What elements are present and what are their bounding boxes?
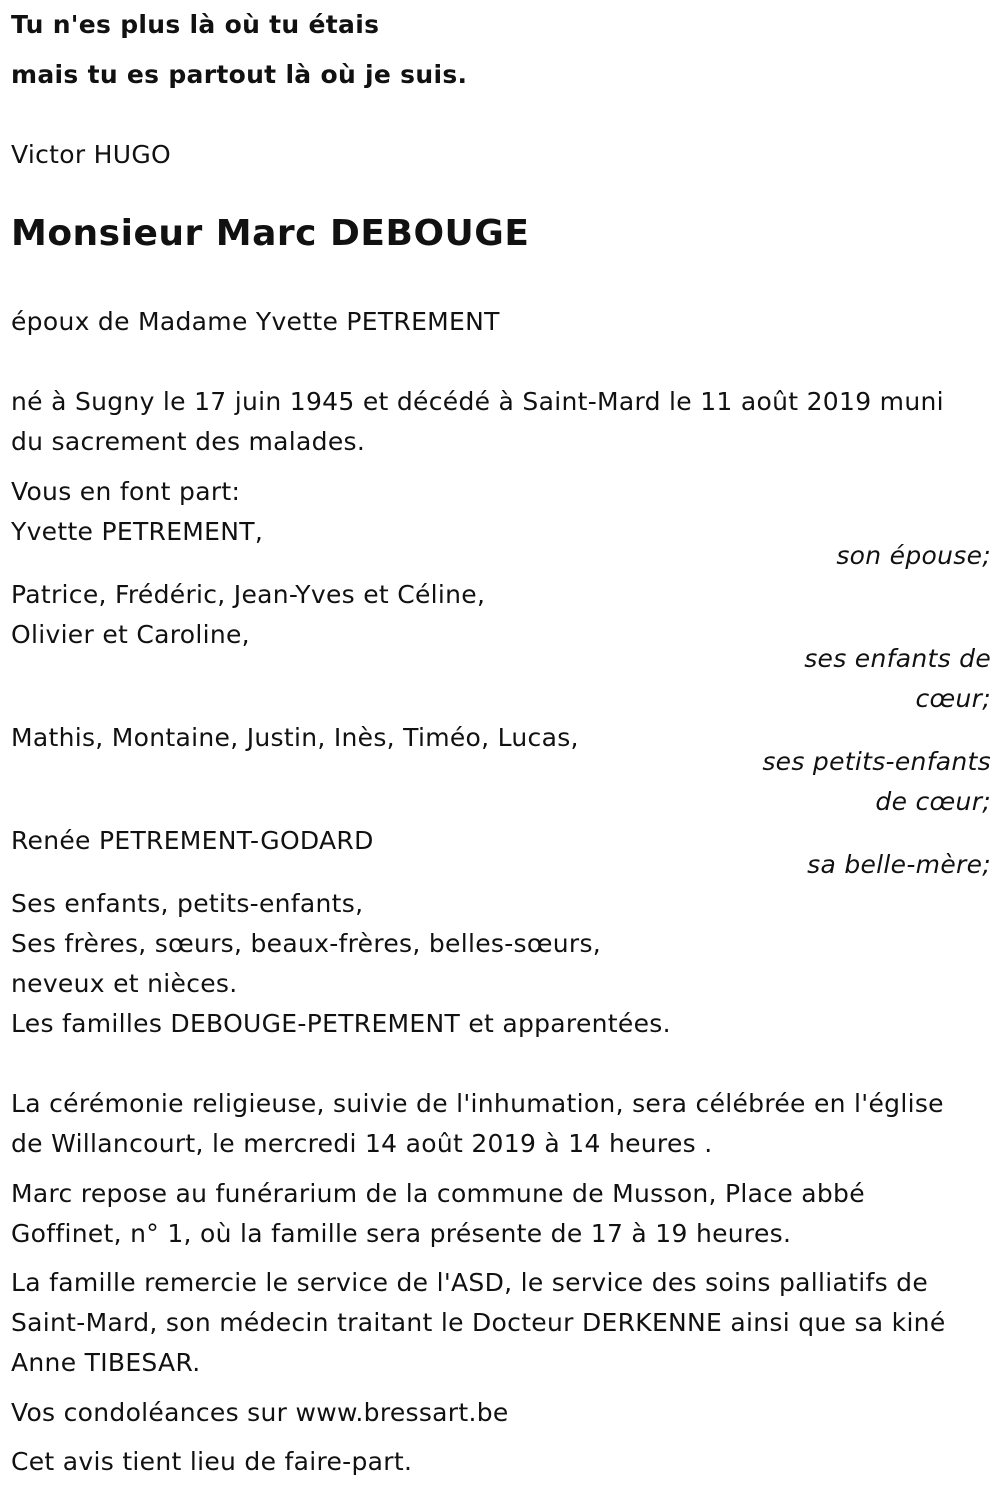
grandchildren-line: Mathis, Montaine, Justin, Inès, Timéo, Lucas, [11,723,579,752]
funerarium-line-2: Goffinet, n° 1, où la famille sera présente de 17 à 19 heures. [11,1219,792,1248]
condolences-line: Vos condoléances sur www.bressart.be [11,1398,509,1427]
quote-line-2: mais tu es partout là où je suis. [11,60,468,89]
birth-death-line-1: né à Sugny le 17 juin 1945 et décédé à Saint-Mard le 11 août 2019 muni [11,387,944,416]
grandchildren-relation-line-2: de cœur; [875,787,991,816]
quote-author: Victor HUGO [11,140,172,169]
funerarium-line-1: Marc repose au funérarium de la commune de Musson, Place abbé [11,1179,865,1208]
mother-in-law-relation: sa belle-mère; [807,850,991,879]
thanks-line-2: Saint-Mard, son médecin traitant le Docteur DERKENNE ainsi que sa kiné [11,1308,946,1337]
notice-line: Cet avis tient lieu de faire-part. [11,1447,413,1476]
others-line-4: Les familles DEBOUGE-PETREMENT et apparentées. [11,1009,671,1038]
mother-in-law-name: Renée PETREMENT-GODARD [11,826,374,855]
grandchildren-relation-line-1: ses petits-enfants [762,747,991,776]
children-line-2: Olivier et Caroline, [11,620,250,649]
wife-name: Yvette PETREMENT, [11,517,264,546]
obituary-notice [11,0,991,1498]
thanks-line-1: La famille remercie le service de l'ASD, le service des soins palliatifs de [11,1268,929,1297]
quote-line-1: Tu n'es plus là où tu étais [11,10,380,39]
children-relation-line-1: ses enfants de [804,644,991,673]
children-relation-line-2: cœur; [915,684,991,713]
birth-death-line-2: du sacrement des malades. [11,427,366,456]
spouse-line: époux de Madame Yvette PETREMENT [11,307,500,336]
children-line-1: Patrice, Frédéric, Jean-Yves et Céline, [11,580,486,609]
thanks-line-3: Anne TIBESAR. [11,1348,201,1377]
wife-relation: son épouse; [836,541,991,570]
deceased-name: Monsieur Marc DEBOUGE [11,213,530,254]
others-line-2: Ses frères, sœurs, beaux-frères, belles-sœurs, [11,929,602,958]
others-line-1: Ses enfants, petits-enfants, [11,889,364,918]
family-intro: Vous en font part: [11,477,241,506]
others-line-3: neveux et nièces. [11,969,238,998]
ceremony-line-1: La cérémonie religieuse, suivie de l'inhumation, sera célébrée en l'église [11,1089,944,1118]
ceremony-line-2: de Willancourt, le mercredi 14 août 2019 à 14 heures . [11,1129,713,1158]
